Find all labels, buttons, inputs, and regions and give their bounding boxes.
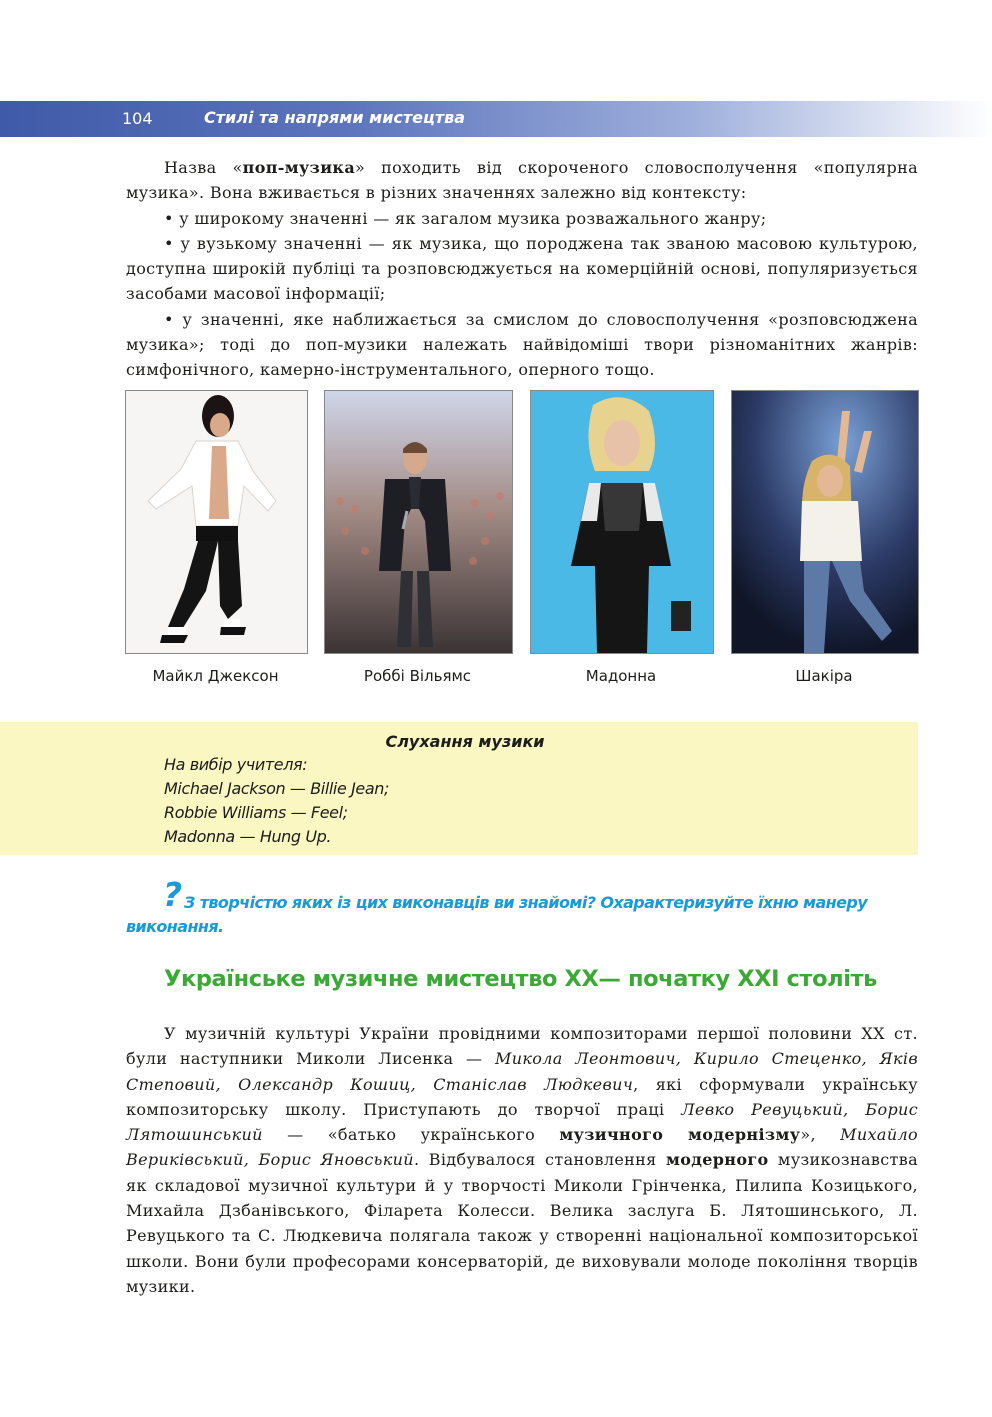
page-number: 104 — [122, 109, 153, 128]
bullet-broad: • у широкому значенні — як загалом музика розважального жанру; — [164, 208, 767, 228]
listening-line: На вибір учителя: — [164, 755, 308, 774]
photo-madonna — [530, 390, 714, 654]
intro-paragraph: Назва «поп-музика» походить від скороченого словосполучення «популярна музика». Вона вживається в різних значеннях залежно від контексту: — [126, 158, 918, 203]
caption-michael-jackson: Майкл Джексон — [152, 667, 279, 685]
term-modern: модерного — [665, 1150, 769, 1170]
chapter-title: Стилі та напрями мистецтва — [204, 108, 466, 127]
photo-robbie-williams — [324, 390, 513, 654]
intro-text — [126, 155, 918, 383]
listening-title: Слухання музики — [385, 732, 545, 751]
question-mark-icon: ? — [163, 875, 183, 914]
listening-line: Robbie Williams — Feel; — [164, 803, 348, 822]
composer-names: Левко Ревуцький, Борис Лятошинський — [126, 1099, 919, 1145]
bullet-spread: • у значенні, яке наближається за смислом до словосполучення «розповсюджена музика»; тоді до поп-музики належать найвідоміші твори різноманітних жанрів: симфонічного, камерно-інструментального, оперного тощо. — [126, 309, 918, 380]
caption-shakira: Шакіра — [795, 667, 853, 685]
section-heading: Українське музичне мистецтво ХХ— початку ХХІ століть — [164, 966, 877, 992]
caption-robbie-williams: Роббі Вільямс — [363, 667, 472, 685]
listening-line: Madonna — Hung Up. — [164, 827, 332, 846]
photo-shakira — [731, 390, 919, 654]
listening-line: Michael Jackson — Billie Jean; — [164, 779, 389, 798]
section-paragraph: У музичній культурі України провідними композиторами першої половини ХХ ст. були наступники Миколи Лисенка — Микола Леонтович, Кирило Стеценко, Яків Степовий, Олександр Кошиц, Станіслав Людкевич, які сформували українську композиторську школу. Приступають до творчої праці Левко Ревуцький, Борис Лятошинський — «батько українського музичного модернізму», Михайло Вериківський, Борис Яновський. Відбувалося становлення модерного музикознавства як складової музичної культури й у творчості Миколи Грінченка, Пилипа Козицького, Михайла Дзбанівського, Філарета Колесси. Велика заслуга Б. Лятошинського, Л. Ревуцького та С. Людкевича полягала також у створенні національної композиторської школи. Вони були професорами консерваторій, де виховували молоде покоління творців музики. — [126, 1024, 919, 1296]
composer-names: Микола Леонтович, Кирило Стеценко, Яків Степовий, Олександр Кошиц, Станіслав Людкевич — [126, 1049, 918, 1094]
question-text: З творчістю яких із цих виконавців ви знайомі? Охарактеризуйте їхню манеру виконання. — [126, 893, 868, 936]
term-pop-music: поп-музика — [242, 158, 356, 177]
caption-madonna: Мадонна — [585, 667, 657, 685]
bullet-narrow: • у вузькому значенні — як музика, що породжена так званою масовою культурою, доступна широкій публіці та розповсюджується на комерційній основі, популяризується засобами масової інформації; — [126, 233, 918, 304]
composer-names: Михайло Вериківський, Борис Яновський — [126, 1125, 918, 1170]
photo-michael-jackson — [125, 390, 308, 654]
term-musical-modernism: музичного модернізму — [559, 1125, 801, 1145]
